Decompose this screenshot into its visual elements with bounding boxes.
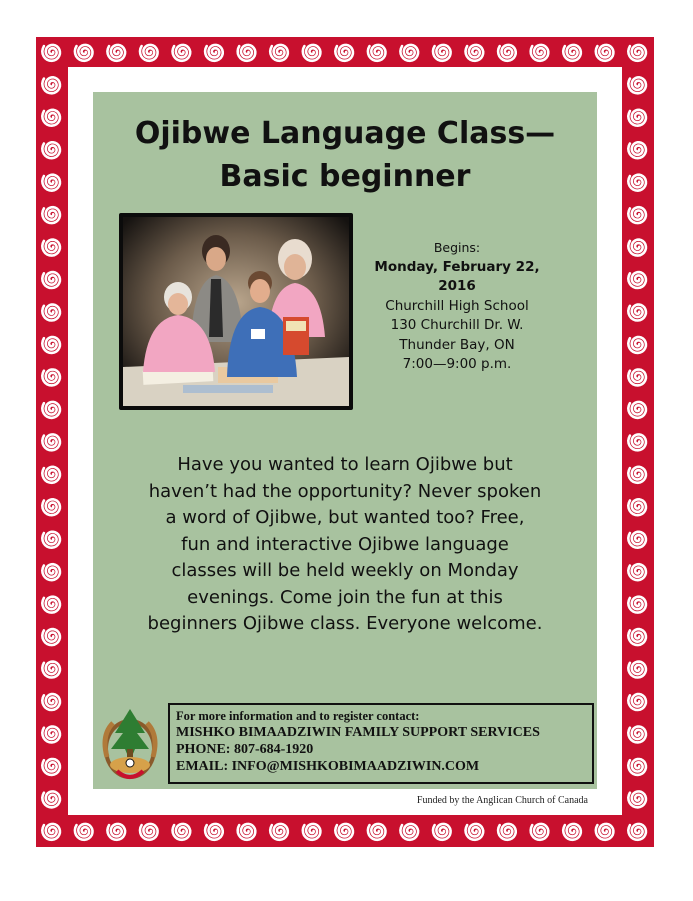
title-line-1: Ojibwe Language Class— — [134, 116, 556, 151]
white-spiral-icon — [563, 45, 581, 61]
white-spiral-icon — [205, 45, 223, 61]
white-spiral-icon — [42, 791, 60, 807]
white-spiral-icon — [107, 45, 125, 61]
white-spiral-icon — [531, 824, 549, 840]
white-spiral-icon — [400, 824, 418, 840]
description-line: haven’t had the opportunity? Never spoken — [148, 480, 542, 502]
white-spiral-icon — [628, 272, 646, 288]
white-spiral-icon — [466, 45, 484, 61]
white-spiral-icon — [205, 824, 223, 840]
white-spiral-icon — [75, 824, 93, 840]
white-spiral-icon — [628, 727, 646, 743]
white-spiral-icon — [42, 142, 60, 158]
white-spiral-icon — [628, 207, 646, 223]
event-venue: Churchill High School — [385, 297, 529, 314]
contact-heading: For more information and to register contact: — [176, 709, 420, 723]
description-line: beginners Ojibwe class. Everyone welcome. — [147, 613, 543, 634]
white-spiral-icon — [42, 337, 60, 353]
white-spiral-icon — [238, 824, 256, 840]
white-spiral-icon — [433, 824, 451, 840]
class-photo — [119, 213, 353, 410]
white-spiral-icon — [628, 434, 646, 450]
white-spiral-icon — [628, 337, 646, 353]
begins-label: Begins: — [433, 240, 481, 255]
white-spiral-icon — [238, 45, 256, 61]
white-spiral-icon — [42, 532, 60, 548]
tree-eagle-logo-icon — [99, 705, 161, 785]
white-spiral-icon — [368, 45, 386, 61]
white-spiral-icon — [42, 564, 60, 580]
white-spiral-icon — [335, 45, 353, 61]
white-spiral-icon — [42, 824, 60, 840]
white-spiral-icon — [42, 402, 60, 418]
white-spiral-icon — [628, 175, 646, 191]
white-spiral-icon — [42, 727, 60, 743]
white-spiral-icon — [270, 45, 288, 61]
white-spiral-icon — [400, 45, 418, 61]
white-spiral-icon — [563, 824, 581, 840]
white-spiral-icon — [42, 305, 60, 321]
white-spiral-icon — [42, 45, 60, 61]
contact-box — [168, 703, 594, 784]
white-spiral-icon — [628, 370, 646, 386]
event-city: Thunder Bay, ON — [399, 336, 515, 353]
white-spiral-icon — [42, 240, 60, 256]
flyer-title — [93, 112, 597, 198]
white-spiral-icon — [42, 77, 60, 93]
white-spiral-icon — [596, 45, 614, 61]
white-spiral-icon — [303, 824, 321, 840]
white-spiral-icon — [335, 824, 353, 840]
white-spiral-icon — [628, 629, 646, 645]
group-photo-illustration — [123, 217, 349, 406]
white-spiral-icon — [628, 305, 646, 321]
white-spiral-icon — [628, 791, 646, 807]
white-spiral-icon — [628, 240, 646, 256]
contact-email: EMAIL: INFO@MISHKOBIMAADZIWIN.COM — [176, 759, 480, 774]
white-spiral-icon — [628, 824, 646, 840]
white-spiral-icon — [628, 467, 646, 483]
event-date — [362, 258, 552, 297]
white-spiral-icon — [628, 45, 646, 61]
white-spiral-icon — [140, 824, 158, 840]
description-line: a word of Ojibwe, but wanted too? Free, — [165, 507, 525, 528]
white-spiral-icon — [531, 45, 549, 61]
white-spiral-icon — [628, 110, 646, 126]
white-spiral-icon — [628, 597, 646, 613]
white-spiral-icon — [42, 175, 60, 191]
event-date-line-1: Monday, February 22, — [374, 258, 540, 275]
white-spiral-icon — [42, 759, 60, 775]
description-line: fun and interactive Ojibwe language — [181, 533, 509, 555]
white-spiral-icon — [42, 499, 60, 515]
description-line: classes will be held weekly on Monday — [171, 560, 519, 581]
white-spiral-icon — [42, 694, 60, 710]
white-spiral-icon — [42, 272, 60, 288]
white-spiral-icon — [628, 499, 646, 515]
white-spiral-icon — [498, 824, 516, 840]
white-spiral-icon — [75, 45, 93, 61]
white-spiral-icon — [42, 370, 60, 386]
class-description — [100, 452, 590, 638]
white-spiral-icon — [173, 45, 191, 61]
white-spiral-icon — [628, 402, 646, 418]
white-spiral-icon — [173, 824, 191, 840]
description-line: evenings. Come join the fun at this — [187, 586, 503, 608]
white-spiral-icon — [270, 824, 288, 840]
event-details — [362, 238, 552, 375]
white-spiral-icon — [628, 759, 646, 775]
white-spiral-icon — [42, 207, 60, 223]
title-line-2: Basic beginner — [219, 159, 471, 194]
description-line: Have you wanted to learn Ojibwe but — [177, 454, 513, 475]
white-spiral-icon — [628, 532, 646, 548]
white-spiral-icon — [42, 110, 60, 126]
white-spiral-icon — [42, 662, 60, 678]
event-time: 7:00—9:00 p.m. — [402, 356, 512, 372]
white-spiral-icon — [42, 629, 60, 645]
event-date-line-2: 2016 — [438, 278, 476, 294]
white-spiral-icon — [140, 45, 158, 61]
white-spiral-icon — [466, 824, 484, 840]
contact-organization: MISHKO BIMAADZIWIN FAMILY SUPPORT SERVICES — [176, 725, 540, 740]
contact-phone: PHONE: 807-684-1920 — [176, 742, 314, 757]
white-spiral-icon — [433, 45, 451, 61]
white-spiral-icon — [303, 45, 321, 61]
white-spiral-icon — [628, 142, 646, 158]
white-spiral-icon — [42, 467, 60, 483]
white-spiral-icon — [596, 824, 614, 840]
funding-credit: Funded by the Anglican Church of Canada — [416, 795, 588, 806]
white-spiral-icon — [107, 824, 125, 840]
white-spiral-icon — [42, 434, 60, 450]
white-spiral-icon — [368, 824, 386, 840]
white-spiral-icon — [498, 45, 516, 61]
white-spiral-icon — [628, 662, 646, 678]
white-spiral-icon — [628, 694, 646, 710]
white-spiral-icon — [42, 597, 60, 613]
white-spiral-icon — [628, 564, 646, 580]
event-address: 130 Churchill Dr. W. — [390, 317, 524, 333]
white-spiral-icon — [628, 77, 646, 93]
